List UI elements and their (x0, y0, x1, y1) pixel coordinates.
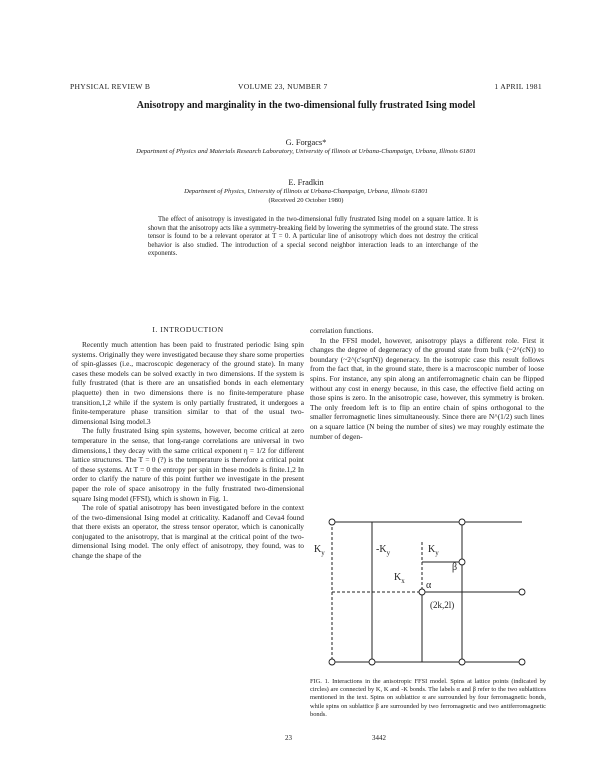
right-column-continuation: correlation functions. (310, 326, 374, 335)
label-ky-left: $K_y$ (314, 544, 325, 557)
lattice-site (519, 589, 525, 595)
label-alpha: α (426, 580, 432, 591)
label-ky-mid: $-K_y$ (376, 544, 391, 557)
lattice-site (459, 659, 465, 665)
lattice-site (459, 559, 465, 565)
label-ky-right: $K_y$ (428, 544, 439, 557)
author-2-name: E. Fradkin (288, 178, 324, 187)
footer-volume: 23 (285, 734, 292, 742)
label-kx: $K_x$ (394, 572, 405, 585)
left-paragraph-2: The fully frustrated Ising spin systems, however, become critical at zero temperature in the sense, that long-range correlations are universal in two dimensions,1 they decay with the same critical exponent η = 1/2 for different lattice structures. The T = 0 (?) is the temperature is therefore a critical point of these systems. At T = 0 the entropy per spin in these models is finite.1,2 In order to clarify the nature of this point further we investigate in the present paper the role of space anisotropy in the fully frustrated two-dimensional square Ising model (FFSI), which is shown in Fig. 1. (72, 426, 304, 503)
left-paragraph-1: Recently much attention has been paid to frustrated periodic Ising spin systems. Originally they were investigated because they share some properties of spin-glasses (i.e., macroscopic degeneracy of the ground state). In many cases these models can be solved exactly in two dimensions. If the system is fully frustrated (that is there are an unsatisfied bonds in each elementary plaquette) then in two dimensions there is no finite-temperature phase transition,1,2 while if the system is only partially frustrated, it undergoes a finite-temperature phase transition similar to that of the usual two-dimensional Ising model.3 (72, 340, 304, 426)
right-paragraph-1: In the FFSI model, however, anisotropy plays a different role. First it changes the degree of degeneracy of the ground state from bulk (~2^(cN)) to boundary (~2^(c'sqrtN)) degeneracy. In the isotropic case this result follows from the fact that, in the ground state, there is a macroscopic number of loose spins. For instance, any spin along an antiferromagnetic chain can be flipped without any cost in energy because, in this case, the effective field acting on those spins is zero. In the anisotropic case, however, this symmetry is broken. The only freedom left is to flip an entire chain of spins orthogonal to the smaller ferromagnetic lines simultaneously. Since there are N^(1/2) such lines on a square lattice (N being the number of sites) we may roughly estimate the number of degen- (310, 335, 544, 441)
lattice-diagram (312, 512, 544, 672)
lattice-site (419, 589, 425, 595)
lattice-site (329, 659, 335, 665)
label-beta: β (452, 562, 458, 573)
lattice-site (329, 519, 335, 525)
paper-title: Anisotropy and marginality in the two-dimensional fully frustrated Ising model (136, 100, 476, 111)
figure-caption: FIG. 1. Interactions in the anisotropic FFSI model. Spins at lattice points (indicated by circles) are connected by K, K and -K bonds. The labels α and β refer to the two sublattices mentioned in the text. Spins on sublattice α are surrounded by four ferromagnetic bonds, while spins on sublattice β are surrounded by two ferromagnetic and two antiferromagnetic bonds. (310, 678, 546, 718)
section-heading: I. INTRODUCTION (152, 325, 224, 334)
abstract: The effect of anisotropy is investigated in the two-dimensional fully frustrated Ising model on a square lattice. It is shown that the anisotropy acts like a symmetry-breaking field by lowering the symmetries of the ground state. The stress tensor is found to be a relevant operator at T = 0. A particular line of anisotropy which does not destroy the critical behavior is also studied. The introduction of a special second neighbor interaction leads to an interchange of the exponents. (148, 216, 478, 258)
issue-date: 1 APRIL 1981 (494, 82, 542, 91)
label-coords: (2k,2l) (430, 600, 455, 610)
left-column (72, 340, 304, 561)
journal-name: PHYSICAL REVIEW B (70, 82, 151, 91)
footer-page-number: 3442 (372, 734, 386, 742)
lattice-site (519, 659, 525, 665)
left-paragraph-3: The role of spatial anisotropy has been investigated before in the context of the two-dimensional Ising model at criticality. Kadanoff and Ceva4 found that there exists an operator, the stress tensor operator, which is canonically conjugated to the anisotropy, that is marginal at the critical point of the two-dimensional Ising model. The only effect of anisotropy, they found, was to change the shape of the (72, 503, 304, 561)
lattice-site (459, 519, 465, 525)
volume-number: VOLUME 23, NUMBER 7 (238, 82, 328, 91)
author-2-affiliation: Department of Physics, University of Illinois at Urbana-Champaign, Urbana, Illinois 61801 (184, 188, 428, 195)
author-1-affiliation: Department of Physics and Materials Research Laboratory, University of Illinois at Urbana-Champaign, Urbana, Illinois 61801 (136, 148, 476, 155)
lattice-site (369, 659, 375, 665)
received-date: (Received 20 October 1980) (268, 197, 344, 204)
figure-1 (312, 512, 544, 672)
author-1-name: G. Forgacs* (285, 138, 327, 147)
right-column (310, 326, 544, 441)
